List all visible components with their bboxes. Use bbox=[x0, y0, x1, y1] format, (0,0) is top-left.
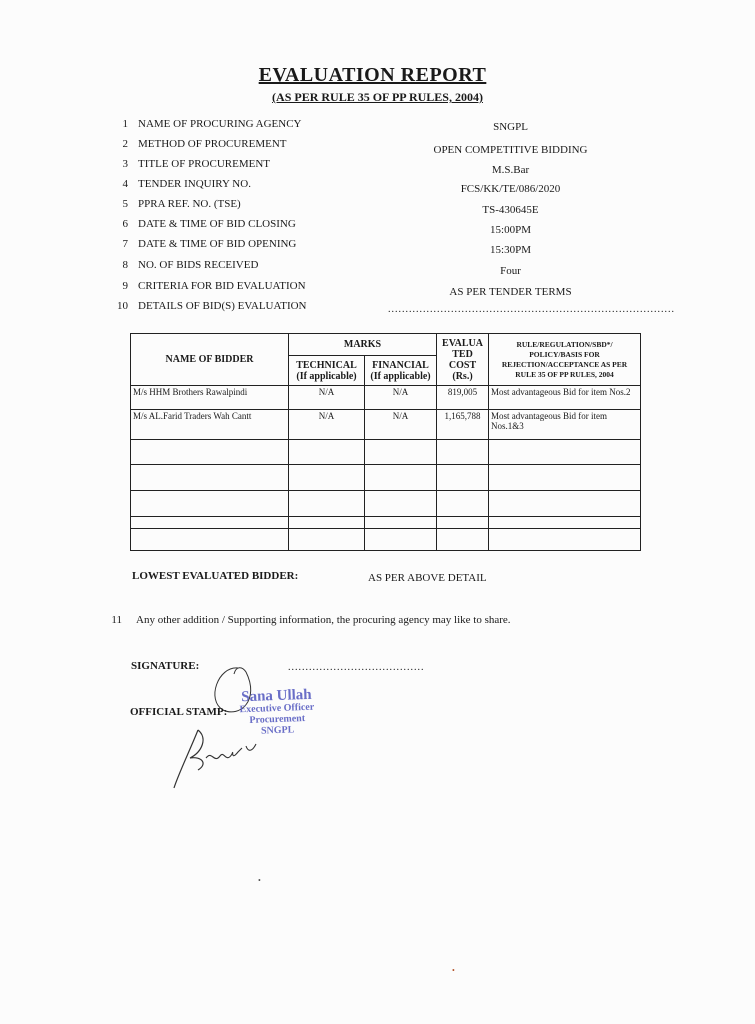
table-row-empty bbox=[131, 529, 641, 551]
lowest-bidder-label: LOWEST EVALUATED BIDDER: bbox=[132, 570, 299, 582]
stamp-name: Sana Ullah bbox=[240, 686, 312, 706]
field-number: 4 bbox=[122, 178, 128, 190]
field-value-dots: .................................................................................. bbox=[388, 304, 675, 315]
field-value: 15:30PM bbox=[490, 244, 531, 256]
field-number: 2 bbox=[122, 138, 128, 150]
field-value: TS-430645E bbox=[482, 204, 539, 216]
table-row-empty bbox=[131, 491, 641, 517]
field-row bbox=[0, 280, 745, 300]
header-evaluated-cost: EVALUA TED COST (Rs.) bbox=[437, 334, 489, 386]
technical-marks: N/A bbox=[289, 386, 365, 410]
scan-mark: • bbox=[258, 876, 261, 885]
field-value: SNGPL bbox=[493, 121, 528, 133]
table-row-empty bbox=[131, 517, 641, 529]
field-row bbox=[0, 118, 745, 138]
field-number: 3 bbox=[122, 158, 128, 170]
field-label: METHOD OF PROCUREMENT bbox=[138, 138, 287, 150]
rule-basis: Most advantageous Bid for item Nos.1&3 bbox=[489, 410, 641, 440]
lowest-bidder-value: AS PER ABOVE DETAIL bbox=[368, 572, 487, 584]
stamp-designation: Executive Officer Procurement bbox=[239, 701, 315, 726]
header-financial-label: FINANCIAL bbox=[372, 359, 429, 371]
header-rule-basis: RULE/REGULATION/SBD*/ POLICY/BASIS FOR REJECTION/ACCEPTANCE AS PER RULE 35 OF PP RULES, 2004 bbox=[489, 334, 641, 386]
field-label: TITLE OF PROCUREMENT bbox=[138, 158, 270, 170]
header-bidder-name: NAME OF BIDDER bbox=[131, 334, 289, 386]
field-label: NAME OF PROCURING AGENCY bbox=[138, 118, 302, 130]
field-value: 15:00PM bbox=[490, 224, 531, 236]
official-stamp-label: OFFICIAL STAMP: bbox=[130, 706, 228, 718]
table-row-empty bbox=[131, 440, 641, 465]
scan-mark: • bbox=[452, 966, 455, 975]
field-value: AS PER TENDER TERMS bbox=[449, 286, 572, 298]
financial-marks: N/A bbox=[365, 410, 437, 440]
field-label: TENDER INQUIRY NO. bbox=[138, 178, 251, 190]
table-row-empty bbox=[131, 465, 641, 491]
field-label: CRITERIA FOR BID EVALUATION bbox=[138, 280, 306, 292]
table-row bbox=[131, 386, 641, 410]
technical-marks: N/A bbox=[289, 410, 365, 440]
signature-line: ....................................... bbox=[288, 662, 425, 673]
field-row bbox=[0, 198, 745, 218]
rule-basis: Most advantageous Bid for item Nos.2 bbox=[489, 386, 641, 410]
field-label: NO. OF BIDS RECEIVED bbox=[138, 259, 259, 271]
other-number: 11 bbox=[111, 614, 122, 626]
field-label: DATE & TIME OF BID CLOSING bbox=[138, 218, 296, 230]
report-title: EVALUATION REPORT bbox=[258, 64, 487, 86]
field-row bbox=[0, 158, 745, 178]
field-row bbox=[0, 178, 745, 198]
bidder-name: M/s AL.Farid Traders Wah Cantt bbox=[131, 410, 289, 440]
field-row bbox=[0, 138, 745, 158]
stamp-org: SNGPL bbox=[260, 724, 295, 737]
official-stamp bbox=[211, 686, 343, 739]
field-value: FCS/KK/TE/086/2020 bbox=[460, 183, 561, 195]
field-value: OPEN COMPETITIVE BIDDING bbox=[433, 144, 588, 156]
field-value: M.S.Bar bbox=[491, 164, 530, 176]
bid-evaluation-table bbox=[130, 333, 641, 551]
header-technical bbox=[289, 356, 365, 386]
field-row bbox=[0, 238, 745, 258]
header-financial-sub: (If applicable) bbox=[370, 370, 431, 382]
evaluated-cost: 819,005 bbox=[437, 386, 489, 410]
header-technical-sub: (If applicable) bbox=[296, 370, 357, 382]
field-number: 1 bbox=[122, 118, 128, 130]
field-label: DETAILS OF BID(S) EVALUATION bbox=[138, 300, 307, 312]
field-row bbox=[0, 218, 745, 238]
field-number: 10 bbox=[117, 300, 128, 312]
signature-label: SIGNATURE: bbox=[131, 660, 200, 672]
table-row bbox=[131, 410, 641, 440]
header-financial bbox=[365, 356, 437, 386]
field-row bbox=[0, 259, 745, 279]
field-number: 7 bbox=[122, 238, 128, 250]
header-technical-label: TECHNICAL bbox=[296, 359, 357, 371]
field-number: 8 bbox=[122, 259, 128, 271]
field-number: 5 bbox=[122, 198, 128, 210]
financial-marks: N/A bbox=[365, 386, 437, 410]
evaluated-cost: 1,165,788 bbox=[437, 410, 489, 440]
field-value: Four bbox=[500, 265, 521, 277]
field-number: 9 bbox=[122, 280, 128, 292]
field-label: PPRA REF. NO. (TSE) bbox=[138, 198, 241, 210]
header-marks: MARKS bbox=[289, 334, 437, 356]
other-text: Any other addition / Supporting information, the procuring agency may like to share. bbox=[136, 614, 511, 626]
field-number: 6 bbox=[122, 218, 128, 230]
field-label: DATE & TIME OF BID OPENING bbox=[138, 238, 297, 250]
report-subtitle: (AS PER RULE 35 OF PP RULES, 2004) bbox=[272, 90, 483, 104]
field-row bbox=[0, 300, 745, 320]
bidder-name: M/s HHM Brothers Rawalpindi bbox=[131, 386, 289, 410]
